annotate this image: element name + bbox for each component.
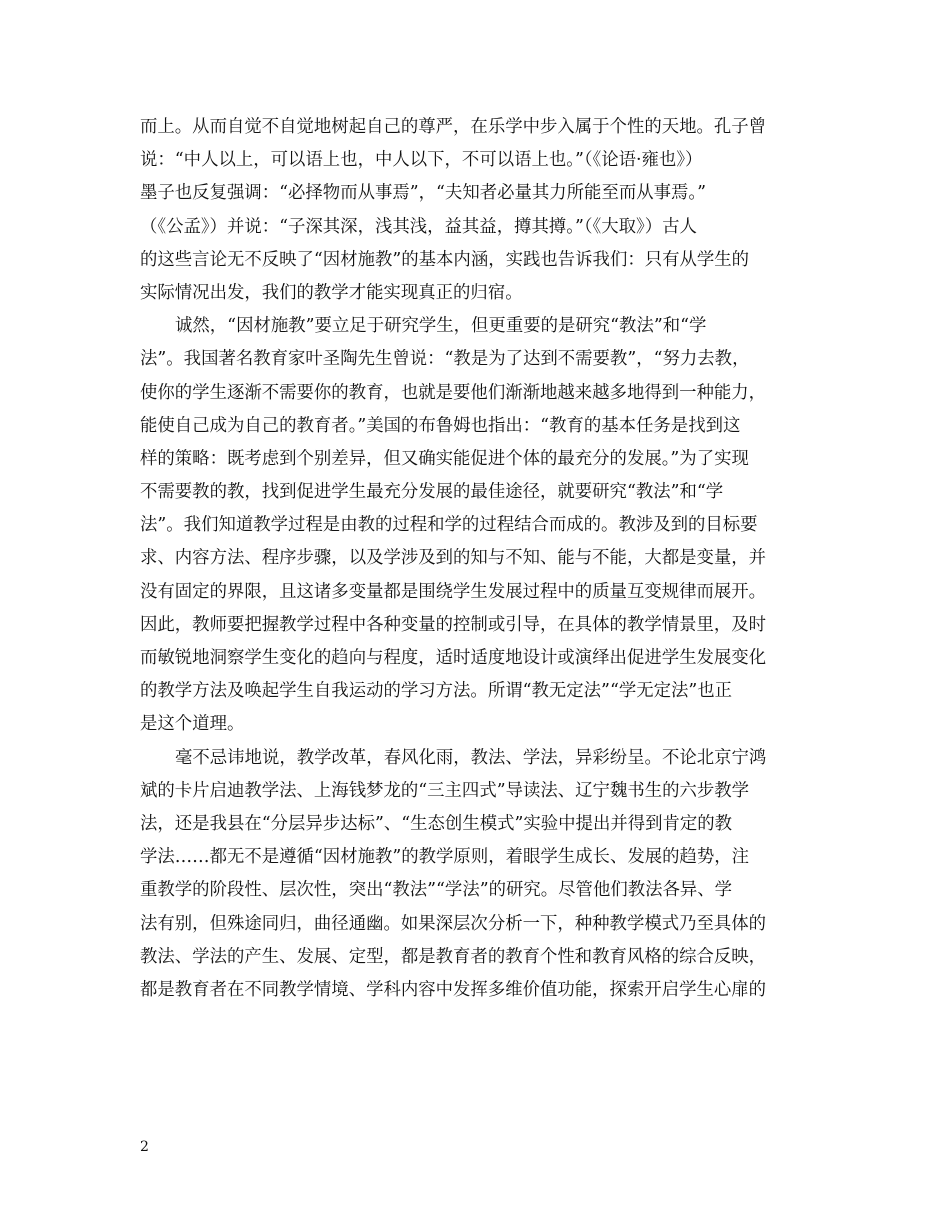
text-line: 诚然，“因材施教”要立足于研究学生，但更重要的是研究“教法”和“学 (175, 316, 707, 337)
text-line: 而敏锐地洞察学生变化的趋向与程度，适时适度地设计或演绎出促进学生发展变化 (140, 648, 767, 668)
text-line: 使你的学生逐渐不需要你的教育，也就是要他们渐渐地越来越多地得到一种能力， (140, 382, 767, 403)
text-line: 因此，教师要把握教学过程中各种变量的控制或引导，在具体的教学情景里，及时 (140, 614, 767, 635)
text-line: 斌的卡片启迪教学法、上海钱梦龙的“三主四式”导读法、辽宁魏书生的六步教学 (140, 780, 750, 801)
text-line: 墨子也反复强调：“必择物而从事焉”，“夫知者必量其力所能至而从事焉。” (140, 183, 706, 204)
text-line: 而上。从而自觉不自觉地树起自己的尊严，在乐学中步入属于个性的天地。孔子曾 (140, 117, 767, 137)
text-line: 不需要教的教，找到促进学生最充分发展的最佳途径，就要研究“教法”和“学 (140, 482, 724, 503)
text-line: 能使自己成为自己的教育者。”美国的布鲁姆也指出：“教育的基本任务是找到这 (140, 415, 741, 436)
body-text (140, 111, 820, 1007)
text-line: 教法、学法的产生、发展、定型，都是教育者的教育个性和教育风格的综合反映， (140, 946, 767, 967)
text-line: 法有别，但殊途同归，曲径通幽。如果深层次分析一下，种种教学模式乃至具体的 (140, 913, 767, 934)
text-line: （《公孟》）并说：“子深其深，浅其浅，益其益，撙其撙。”（《大取》）古人 (140, 216, 697, 237)
text-line: 求、内容方法、程序步骤，以及学涉及到的知与不知、能与不能，大都是变量，并 (140, 548, 767, 569)
text-line: 的这些言论无不反映了“因材施教”的基本内涵，实践也告诉我们：只有从学生的 (140, 249, 750, 270)
text-line: 法”。我们知道教学过程是由教的过程和学的过程结合而成的。教涉及到的目标要 (140, 515, 758, 536)
text-line: 法”。我国著名教育家叶圣陶先生曾说：“教是为了达到不需要教”，“努力去教， (140, 349, 750, 370)
text-line: 的教学方法及唤起学生自我运动的学习方法。所谓“教无定法”“学无定法”也正 (140, 681, 733, 702)
text-line: 都是教育者在不同教学情境、学科内容中发挥多维价值功能，探索开启学生心扉的 (140, 979, 767, 1000)
text-line: 重教学的阶段性、层次性，突出“教法”“学法”的研究。尽管他们教法各异、学 (140, 880, 733, 901)
text-line: 实际情况出发，我们的教学才能实现真正的归宿。 (140, 282, 523, 303)
text-line: 是这个道理。 (140, 714, 245, 735)
text-line: 没有固定的界限，且这诸多变量都是围绕学生发展过程中的质量互变规律而展开。 (140, 581, 767, 602)
text-line: 说：“中人以上，可以语上也，中人以下，不可以语上也。”（《论语·雍也》） (140, 150, 703, 171)
text-line: 法，还是我县在“分层异步达标”、“生态创生模式”实验中提出并得到肯定的教 (140, 813, 733, 834)
page-number: 2 (140, 1139, 149, 1155)
text-line: 毫不忌讳地说，教学改革，春风化雨，教法、学法，异彩纷呈。不论北京宁鸿 (175, 747, 767, 768)
text-line: 样的策略：既考虑到个别差异，但又确实能促进个体的最充分的发展。”为了实现 (140, 448, 749, 469)
text-line: 学法……都无不是遵循“因材施教”的教学原则，着眼学生成长、发展的趋势，注 (140, 847, 750, 868)
